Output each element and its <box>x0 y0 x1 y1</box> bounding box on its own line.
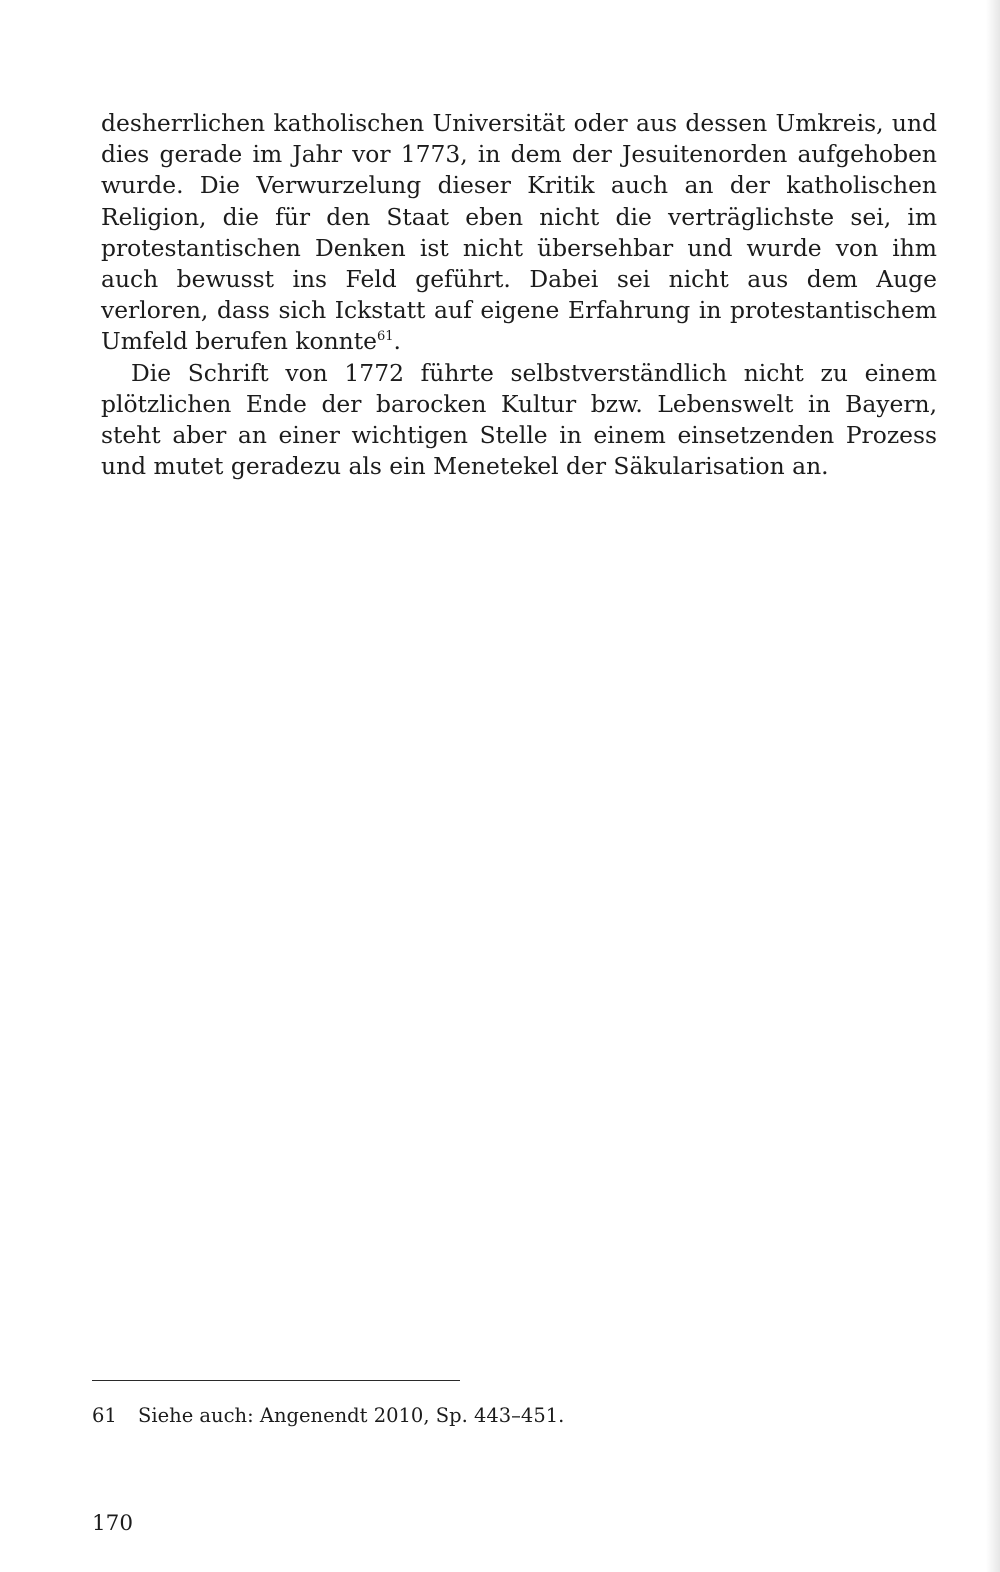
body-paragraph-2: Die Schrift von 1772 führte selbstverständlich nicht zu einem plötzlichen Ende der barocken Kultur bzw. Lebenswelt in Bayern, steht aber an einer wichtigen Stelle in einem einsetzenden Prozess und mutet geradezu als ein Menetekel der Säkularisation an. <box>101 358 937 481</box>
main-text-block <box>101 108 937 482</box>
paragraph-text: desherrlichen katholischen Universität oder aus dessen Umkreis, und dies gerade im Jahr vor 1773, in dem der Jesuitenorden aufgehoben wurde. Die Verwurzelung dieser Kritik auch an der katholischen Religion, die für den Staat eben nicht die verträglichste sei, im protestantischen Denken ist nicht übersehbar und wurde von ihm auch bewusst ins Feld geführt. Dabei sei nicht aus dem Auge verloren, dass sich Ickstatt auf eigene Erfahrung in protestantischem Umfeld berufen konnte <box>101 109 937 356</box>
body-paragraph-1 <box>101 108 937 358</box>
footnote-reference[interactable]: 61 <box>376 329 394 345</box>
footnote-separator <box>92 1380 460 1381</box>
page-number: 170 <box>92 1511 134 1536</box>
footnote-number: 61 <box>92 1404 117 1427</box>
footnote-text: Siehe auch: Angenendt 2010, Sp. 443–451. <box>138 1404 565 1427</box>
paragraph-text-end: . <box>393 327 401 356</box>
page-edge-shadow <box>986 0 1000 1572</box>
footnote-61 <box>92 1403 932 1429</box>
